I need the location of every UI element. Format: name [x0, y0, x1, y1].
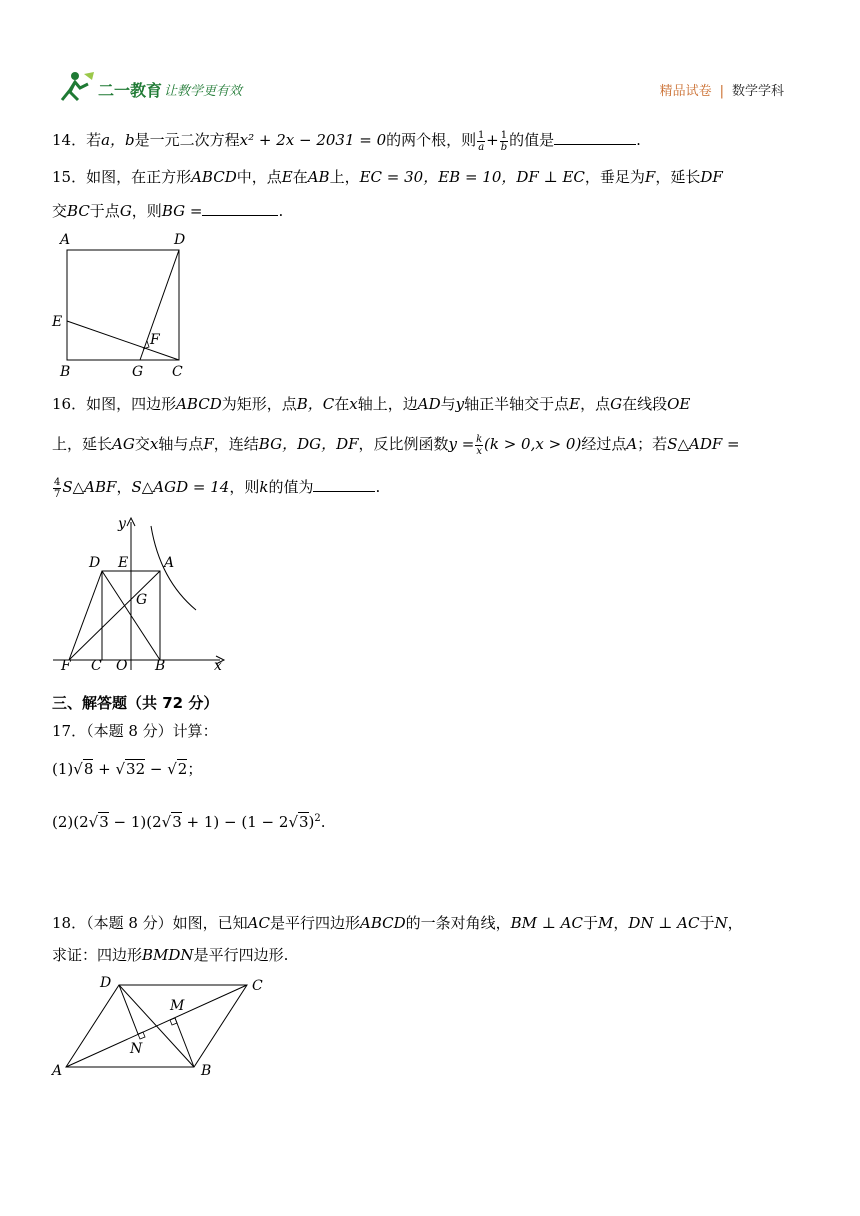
question-16-line-3: $\frac{4}{7}$ S△ABF，S△AGD = 14，则k的值为 . — [54, 476, 381, 500]
label-C: C — [91, 658, 102, 674]
label-N: N — [130, 1041, 143, 1057]
tag-separator: | — [719, 84, 724, 99]
label-E: E — [52, 314, 63, 330]
question-17-part-1: (1)√8 + √32 − √2； — [52, 760, 203, 778]
question-17-title: 17．（本题 8 分）计算： — [52, 722, 218, 740]
question-17-part-2: $(2)(2√3 - 1)(2√3 + 1) - (1 - 2√3)^2$. — [52, 813, 326, 831]
label-x: x — [214, 658, 222, 674]
label-y: y — [118, 516, 126, 532]
question-15-line-1: 15．如图，在正方形ABCD中，点E在AB上，EC = 30，EB = 10，DF ⊥ EC，垂足为F，延长DF — [52, 168, 723, 186]
label-B: B — [60, 364, 71, 380]
fraction-k-over-x: $\frac{k}{x}$ — [476, 433, 483, 457]
question-16-line-2: 上，延长AG交x轴与点F，连结BG，DG，DF，反比例函数y = $\frac{k}{x}$ (k > 0,x > 0)经过点A；若S△ADF = — [52, 433, 740, 457]
figure-18-parallelogram — [48, 972, 278, 1082]
question-18-line-1: 18．（本题 8 分）如图，已知AC是平行四边形ABCD的一条对角线，BM ⊥ AC于M，DN ⊥ AC于N， — [52, 914, 743, 932]
label-B: B — [155, 658, 166, 674]
answer-blank — [313, 477, 375, 492]
fraction-1-over-b: $\frac{1}{b}$ — [500, 129, 508, 153]
label-M: M — [170, 998, 185, 1014]
label-F: F — [61, 658, 71, 674]
label-G: G — [136, 592, 148, 608]
label-D: D — [89, 555, 101, 571]
figure-15-square — [48, 228, 198, 380]
header-tags — [660, 80, 784, 99]
runner-logo-icon — [58, 70, 98, 104]
label-C: C — [172, 364, 183, 380]
answer-blank — [202, 201, 278, 216]
label-F: F — [150, 332, 160, 348]
label-D: D — [100, 975, 112, 991]
question-15-line-2: 交BC于点G，则BG = . — [52, 202, 284, 220]
question-18-line-2: 求证：四边形BMDN是平行四边形. — [52, 946, 289, 964]
label-D: D — [174, 232, 186, 248]
label-C: C — [252, 978, 263, 994]
answer-blank — [554, 130, 636, 145]
fraction-1-over-a: $\frac{1}{a}$ — [477, 129, 485, 153]
section-title: 三、解答题（共 72 分） — [52, 694, 219, 712]
fraction-4-over-7: $\frac{4}{7}$ — [54, 476, 61, 500]
tag-premium: 精品试卷 — [659, 84, 712, 99]
label-A: A — [52, 1063, 63, 1079]
label-G: G — [132, 364, 144, 380]
question-14: 14．若a，b是一元二次方程x² + 2x − 2031 = 0的两个根，则 $\frac{1}{a}$ + $\frac{1}{b}$ 的值是 . — [52, 129, 641, 153]
label-O: O — [116, 658, 128, 674]
brand-name: 二一教育 — [98, 81, 163, 100]
label-B: B — [201, 1063, 212, 1079]
label-A: A — [164, 555, 175, 571]
label-E: E — [118, 555, 129, 571]
label-A: A — [60, 232, 71, 248]
figure-16-coordinate — [48, 510, 233, 675]
tag-subject: 数学学科 — [731, 84, 784, 99]
question-16-line-1: 16．如图，四边形ABCD为矩形，点B，C在x轴上，边AD与y轴正半轴交于点E，点G在线段OE — [52, 395, 691, 413]
brand-slogan: 让教学更有效 — [164, 84, 243, 99]
